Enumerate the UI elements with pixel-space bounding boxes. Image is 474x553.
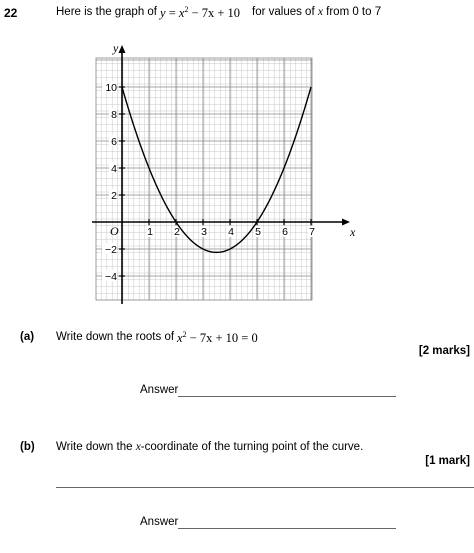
range-var: x <box>317 6 323 18</box>
equation-lhs: y <box>160 6 166 21</box>
part-b-text-var: x <box>135 441 141 453</box>
part-b-answer-line[interactable] <box>178 528 396 529</box>
part-a-eq-exponent: 2 <box>182 330 187 339</box>
part-a-eq-x: x <box>177 331 183 346</box>
range-pre: for values of <box>252 6 318 18</box>
part-a-text: Write down the roots of <box>56 331 175 343</box>
y-axis-title: y <box>113 41 119 55</box>
equation-exponent: 2 <box>184 5 189 14</box>
y-tick-label: 2 <box>111 190 117 202</box>
intro-text: Here is the graph of <box>56 6 158 18</box>
y-axis-arrow <box>119 45 126 53</box>
part-b-label: (b) <box>20 441 35 453</box>
parabola-chart <box>92 40 362 310</box>
x-axis-arrow <box>342 219 350 226</box>
y-tick-label: 4 <box>111 163 117 175</box>
part-b-text <box>56 441 363 453</box>
part-b-marks: [1 mark] <box>425 455 470 467</box>
part-a-label: (a) <box>20 331 35 343</box>
part-b-text-pre: Write down the <box>56 441 136 453</box>
x-tick-label: 1 <box>147 226 153 238</box>
x-tick-label: 6 <box>282 226 288 238</box>
question-number: 22 <box>4 6 18 20</box>
part-b-text-post: -coordinate of the turning point of the curve. <box>140 441 364 453</box>
y-tick-label: 8 <box>111 109 117 121</box>
y-tick-label: 10 <box>105 82 117 94</box>
equation-x: x <box>178 6 185 21</box>
question-range <box>252 6 381 18</box>
question-intro <box>56 6 157 18</box>
part-a-eq-rest: − 7x + 10 = 0 <box>186 331 258 346</box>
range-post: from 0 to 7 <box>322 6 382 18</box>
y-tick-label: −2 <box>105 244 117 256</box>
x-tick-label: 3 <box>201 226 207 238</box>
x-tick-label: 7 <box>309 226 315 238</box>
part-a-answer-label: Answer <box>140 384 179 396</box>
y-tick-label: −4 <box>105 271 117 283</box>
graph <box>92 40 362 310</box>
part-a-answer-line[interactable] <box>178 396 396 397</box>
equation-rest: − 7x + 10 <box>188 6 241 21</box>
origin-label: O <box>110 224 119 238</box>
x-tick-label: 4 <box>228 226 234 238</box>
x-axis-title: x <box>350 225 356 239</box>
x-tick-label: 2 <box>174 226 180 238</box>
part-a-marks: [2 marks] <box>418 345 470 357</box>
question-equation: $y = x^2 - 7x + 10$ <box>160 5 241 21</box>
y-tick-label: 6 <box>111 136 117 148</box>
part-b-answer-label: Answer <box>140 516 179 528</box>
part-a-equation <box>177 330 258 346</box>
x-tick-label: 5 <box>255 226 261 238</box>
part-b-working-line[interactable] <box>56 487 474 488</box>
